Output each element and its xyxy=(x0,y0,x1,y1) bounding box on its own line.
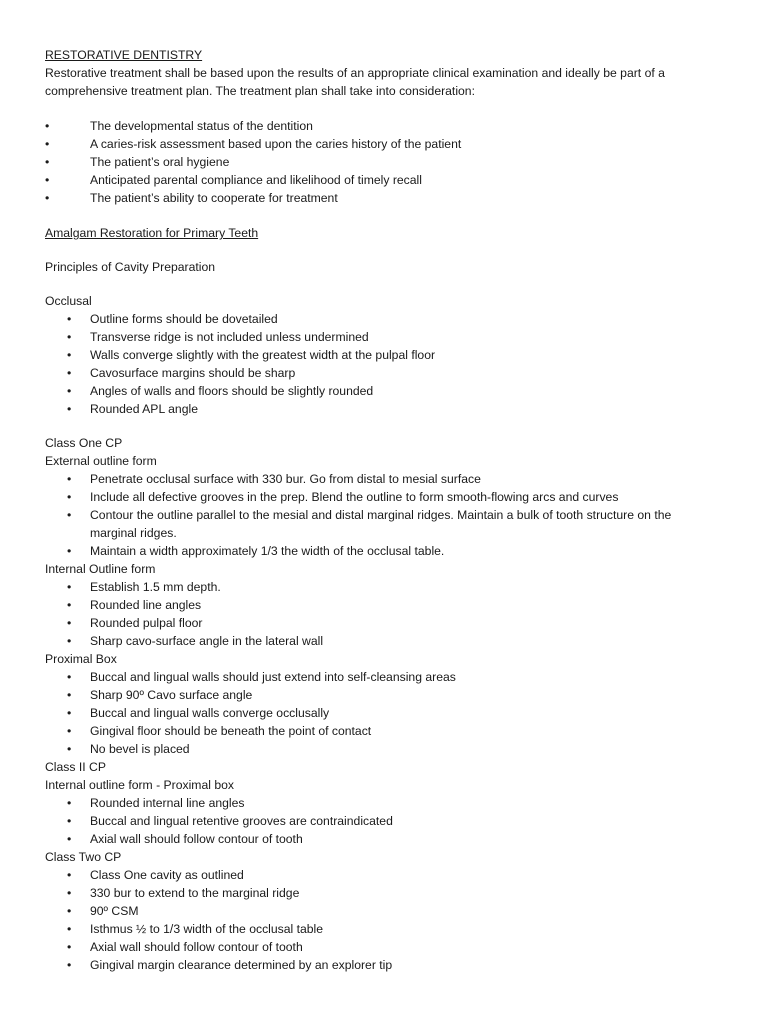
class-ii-title: Class II CP xyxy=(45,760,106,774)
bullet-icon: • xyxy=(67,616,72,630)
bullet-icon: • xyxy=(67,312,72,326)
bullet-icon: • xyxy=(67,886,72,900)
proximal-box-list xyxy=(45,668,745,758)
list-item: • The patient’s ability to cooperate for treatment xyxy=(45,191,338,205)
bullet-icon: • xyxy=(67,598,72,612)
occlusal-list xyxy=(45,310,745,418)
list-item: • Penetrate occlusal surface with 330 bur. Go from distal to mesial surface xyxy=(67,472,481,486)
bullet-icon: • xyxy=(67,330,72,344)
list-item: • No bevel is placed xyxy=(67,742,190,756)
list-item: • Sharp 90º Cavo surface angle xyxy=(67,688,253,702)
bullet-icon: • xyxy=(67,490,72,504)
bullet-icon: • xyxy=(67,384,72,398)
internal-outline-list xyxy=(45,578,745,650)
list-item: • Contour the outline parallel to the mesial and distal marginal ridges. Maintain a bulk of tooth structure on the marginal ridges. xyxy=(67,508,672,540)
list-item: • Outline forms should be dovetailed xyxy=(67,312,278,326)
considerations-list xyxy=(45,117,745,207)
list-item: • Walls converge slightly with the greatest width at the pulpal floor xyxy=(67,348,436,362)
bullet-icon: • xyxy=(67,868,72,882)
bullet-icon: • xyxy=(67,922,72,936)
list-item: • Class One cavity as outlined xyxy=(67,868,244,882)
list-item: • Anticipated parental compliance and likelihood of timely recall xyxy=(45,173,422,187)
list-item: • Isthmus ½ to 1/3 width of the occlusal table xyxy=(67,922,324,936)
principles-heading: Principles of Cavity Preparation xyxy=(45,260,216,274)
bullet-icon: • xyxy=(67,670,72,684)
bullet-icon: • xyxy=(67,742,72,756)
bullet-icon: • xyxy=(67,688,72,702)
document-page xyxy=(45,46,745,974)
list-item: • Buccal and lingual retentive grooves are contraindicated xyxy=(67,814,393,828)
bullet-icon: • xyxy=(67,724,72,738)
class-one-title: Class One CP xyxy=(45,436,123,450)
bullet-icon: • xyxy=(67,904,72,918)
document-heading: RESTORATIVE DENTISTRY xyxy=(45,48,203,62)
class-two-title: Class Two CP xyxy=(45,850,122,864)
bullet-icon: • xyxy=(45,119,50,133)
list-item: • Cavosurface margins should be sharp xyxy=(67,366,296,380)
list-item: • Establish 1.5 mm depth. xyxy=(67,580,221,594)
bullet-icon: • xyxy=(45,155,50,169)
amalgam-heading: Amalgam Restoration for Primary Teeth xyxy=(45,226,259,240)
bullet-icon: • xyxy=(67,634,72,648)
bullet-icon: • xyxy=(67,940,72,954)
list-item: • Axial wall should follow contour of tooth xyxy=(67,832,303,846)
bullet-icon: • xyxy=(67,472,72,486)
list-item: • Gingival margin clearance determined by an explorer tip xyxy=(67,958,393,972)
class-two-list xyxy=(45,866,745,974)
list-item: • Include all defective grooves in the prep. Blend the outline to form smooth-flowing arcs and curves xyxy=(67,490,619,504)
bullet-icon: • xyxy=(67,348,72,362)
bullet-icon: • xyxy=(67,366,72,380)
bullet-icon: • xyxy=(45,173,50,187)
list-item: • Sharp cavo-surface angle in the lateral wall xyxy=(67,634,324,648)
bullet-icon: • xyxy=(45,191,50,205)
proximal-box-title: Proximal Box xyxy=(45,652,117,666)
intro-paragraph: Restorative treatment shall be based upon the results of an appropriate clinical examination and ideally be part of a comprehensive treatment plan. The treatment plan shall take into consideration: xyxy=(45,66,665,98)
bullet-icon: • xyxy=(67,832,72,846)
list-item: • The patient’s oral hygiene xyxy=(45,155,230,169)
bullet-icon: • xyxy=(67,580,72,594)
occlusal-title: Occlusal xyxy=(45,294,92,308)
bullet-icon: • xyxy=(45,137,50,151)
list-item: • Rounded pulpal floor xyxy=(67,616,203,630)
list-item: • 330 bur to extend to the marginal ridge xyxy=(67,886,300,900)
list-item: • Buccal and lingual walls converge occlusally xyxy=(67,706,330,720)
list-item: • Gingival floor should be beneath the point of contact xyxy=(67,724,372,738)
class-ii-subtitle: Internal outline form - Proximal box xyxy=(45,778,234,792)
external-outline-list xyxy=(45,470,745,560)
list-item: • The developmental status of the dentition xyxy=(45,119,313,133)
internal-outline-title: Internal Outline form xyxy=(45,562,156,576)
bullet-icon: • xyxy=(67,544,72,558)
bullet-icon: • xyxy=(67,796,72,810)
list-item: • Rounded APL angle xyxy=(67,402,198,416)
bullet-icon: • xyxy=(67,402,72,416)
list-item: • Angles of walls and floors should be slightly rounded xyxy=(67,384,374,398)
list-item: • Rounded internal line angles xyxy=(67,796,245,810)
list-item: • Rounded line angles xyxy=(67,598,202,612)
list-item: • 90º CSM xyxy=(67,904,139,918)
list-item: • Maintain a width approximately 1/3 the width of the occlusal table. xyxy=(67,544,445,558)
class-ii-list xyxy=(45,794,745,848)
list-item: • A caries-risk assessment based upon the caries history of the patient xyxy=(45,137,462,151)
bullet-icon: • xyxy=(67,706,72,720)
bullet-icon: • xyxy=(67,958,72,972)
list-item: • Transverse ridge is not included unless undermined xyxy=(67,330,369,344)
list-item: • Buccal and lingual walls should just extend into self-cleansing areas xyxy=(67,670,456,684)
external-outline-title: External outline form xyxy=(45,454,157,468)
list-item: • Axial wall should follow contour of tooth xyxy=(67,940,303,954)
bullet-icon: • xyxy=(67,508,72,522)
bullet-icon: • xyxy=(67,814,72,828)
